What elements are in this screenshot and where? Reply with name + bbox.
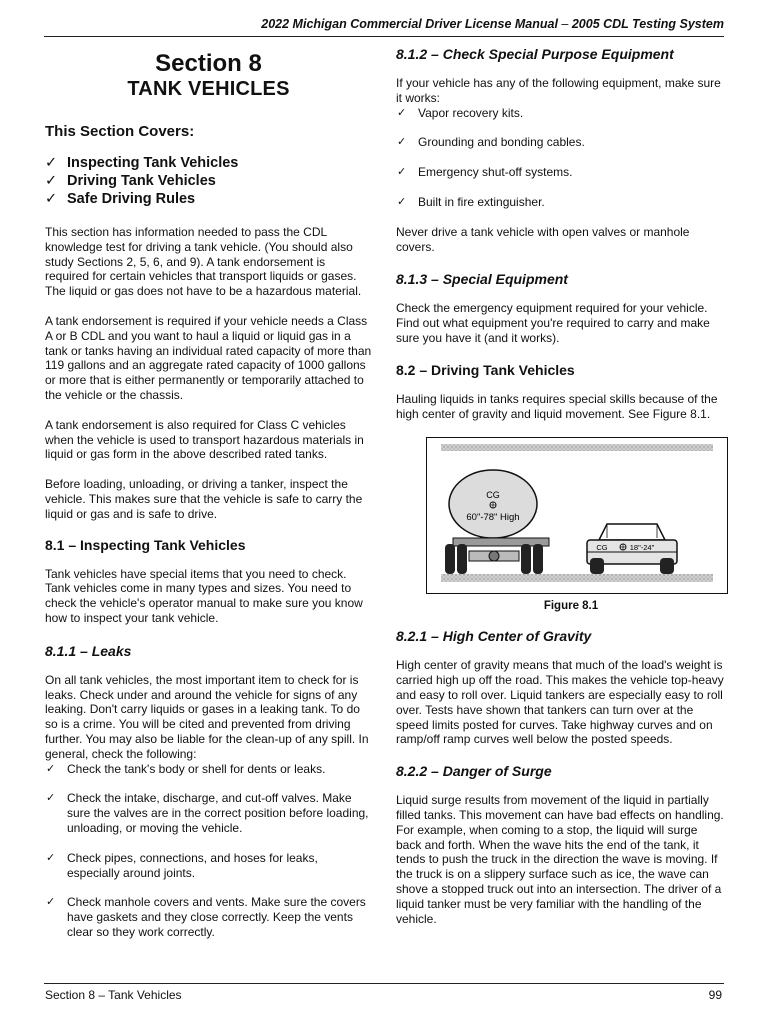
header-rule	[44, 36, 724, 37]
paragraph-8-1: Tank vehicles have special items that you need to check. Tank vehicles come in many types and sizes. You need to check the vehicle's operator manual to make sure you know how to inspect your tank vehicle.	[45, 566, 363, 625]
equipment-text: Vapor recovery kits.	[418, 105, 524, 120]
tanker-wheel	[457, 544, 467, 574]
intro-paragraph-1: This section has information needed to pass the CDL knowledge test for driving a tank vehicle. (You should also study Sections 2, 5, 6, and 9). A tank endorsement is required for certain vehicles that transport liquids or gases. The liquid or gas does not have to be a hazardous material.	[45, 225, 362, 299]
leak-check-list	[45, 762, 372, 940]
heading-8-1-3: 8.1.3 – Special Equipment	[396, 271, 568, 288]
equipment-text: Grounding and bonding cables.	[418, 135, 585, 150]
paragraph-8-2: Hauling liquids in tanks requires special skills because of the high center of gravity and liquid movement. See Figure 8.1.	[396, 391, 718, 421]
figure-8-1	[426, 437, 728, 594]
list-item	[396, 106, 726, 121]
left-column	[45, 44, 372, 940]
check-mark-icon: ✓	[46, 792, 56, 805]
tanker-wheel	[445, 544, 455, 574]
footer-section-label: Section 8 – Tank Vehicles	[45, 988, 182, 1002]
paragraph-8-1-3: Check the emergency equipment required for your vehicle. Find out what equipment you're required to carry and make sure you have it (and it works).	[396, 301, 710, 345]
covers-item-label: Driving Tank Vehicles	[67, 173, 216, 189]
header-title-part1: 2022 Michigan Commercial Driver License Manual	[261, 17, 558, 31]
intro-paragraph-2: A tank endorsement is required if your vehicle needs a Class A or B CDL and you want to haul a liquid or liquid gas in a tank or tanks having an individual rated capacity of more than 119 gallons and an aggregate rated capacity of 1000 gallons or more that is either permanently or temporarily attached to the vehicle or the chassis.	[45, 313, 372, 402]
heading-8-2-2: 8.2.2 – Danger of Surge	[396, 763, 552, 780]
leak-check-text: Check the intake, discharge, and cut-off valves. Make sure the valves are in the correct position before loading, unloading, or moving the vehicle.	[67, 791, 369, 835]
intro-paragraph-3: A tank endorsement is also required for Class C vehicles when the vehicle is used to transport hazardous materials in liquid or gas form in the above described rated tanks.	[45, 417, 364, 462]
list-item	[396, 195, 726, 210]
section-number: Section 8	[155, 50, 262, 77]
paragraph-8-2-2: Liquid surge results from movement of the liquid in partially filled tanks. This movement can have bad effects on handling. For example, when coming to a stop, the liquid will surge back and forth. When the wave hits the end of the tank, it tends to push the truck in the direction the wave is moving. If the truck is on a slippery surface such as ice, the wave can shove a stopped truck out into an intersection. The driver of a liquid tanker must be very familiar with the handling of the vehicle.	[396, 793, 724, 926]
covers-item-label: Safe Driving Rules	[67, 191, 196, 207]
tanker-wheel	[521, 544, 531, 574]
check-mark-icon: ✓	[46, 851, 56, 864]
equipment-text: Emergency shut-off systems.	[418, 165, 573, 180]
car-wheel	[660, 558, 674, 574]
leak-check-text: Check manhole covers and vents. Make sure the covers have gaskets and they close correctly. Keep the vents clear so they work correctly.	[67, 895, 366, 939]
paragraph-8-1-1: On all tank vehicles, the most important item to check for is leaks. Check under and around the vehicle for signs of any leaking. Don't carry liquids or gases in a leaking tank. To do so is a crime. You will be cited and prevented from driving further. You may also be liable for the clean-up of any spill. In general, check the following:	[45, 672, 369, 761]
equipment-list	[396, 106, 726, 210]
check-mark-icon: ✓	[397, 166, 407, 179]
section-title: TANK VEHICLES	[127, 78, 290, 100]
list-item	[45, 154, 372, 172]
tanker-vs-car-illustration	[427, 438, 727, 593]
list-item	[45, 762, 372, 777]
covers-list	[45, 154, 372, 208]
heading-8-2-1: 8.2.1 – High Center of Gravity	[396, 628, 592, 645]
list-item	[396, 135, 726, 150]
list-item	[45, 172, 372, 190]
list-item	[396, 165, 726, 180]
tanker-wheel	[533, 544, 543, 574]
page-header	[261, 17, 724, 31]
figure-caption: Figure 8.1	[543, 600, 599, 613]
axle-hub-icon	[489, 551, 499, 561]
tanker-height-label: 60"-78" High	[466, 512, 520, 524]
right-column	[396, 44, 726, 926]
list-item	[45, 851, 372, 881]
header-separator: –	[557, 17, 572, 31]
check-mark-icon: ✓	[45, 173, 58, 189]
equipment-text: Built in fire extinguisher.	[418, 194, 545, 209]
leak-check-text: Check the tank's body or shell for dents or leaks.	[67, 761, 326, 776]
page-number: 99	[708, 988, 722, 1002]
header-title-part2: 2005 CDL Testing System	[571, 17, 724, 31]
covers-heading: This Section Covers:	[45, 123, 195, 140]
list-item	[45, 190, 372, 208]
footer-rule	[44, 983, 724, 984]
check-mark-icon: ✓	[45, 155, 58, 171]
heading-8-1: 8.1 – Inspecting Tank Vehicles	[45, 536, 246, 553]
list-item	[45, 895, 372, 939]
covers-item-label: Inspecting Tank Vehicles	[67, 155, 239, 171]
check-mark-icon: ✓	[45, 191, 58, 207]
car-cabin	[599, 524, 665, 540]
car-wheel	[590, 558, 604, 574]
paragraph-8-2-1: High center of gravity means that much of the load's weight is carried high up off the road. This makes the vehicle top-heavy and easy to roll over. Liquid tankers are especially easy to roll over. Tests have shown that tankers can turn over at the speed limits posted for curves. Take highway curves and on ramp/off ramp curves well below the posted speeds.	[396, 658, 724, 747]
road-surface	[441, 574, 713, 582]
paragraph-never: Never drive a tank vehicle with open valves or manhole covers.	[396, 224, 690, 254]
car-height-label: 18"-24"	[629, 543, 655, 553]
heading-8-1-1: 8.1.1 – Leaks	[45, 642, 132, 659]
check-mark-icon: ✓	[397, 195, 407, 208]
check-mark-icon: ✓	[397, 106, 407, 119]
check-mark-icon: ✓	[397, 136, 407, 149]
heading-8-2: 8.2 – Driving Tank Vehicles	[396, 361, 575, 378]
car-cg-label: CG	[596, 543, 608, 553]
intro-paragraph-4: Before loading, unloading, or driving a tanker, inspect the vehicle. This makes sure that the vehicle is safe to carry the liquid or gas and is safe to drive.	[45, 477, 363, 521]
check-mark-icon: ✓	[46, 896, 56, 909]
top-road-band	[441, 444, 713, 451]
list-item	[45, 791, 372, 835]
heading-8-1-2: 8.1.2 – Check Special Purpose Equipment	[396, 46, 674, 62]
check-mark-icon: ✓	[46, 762, 56, 775]
tanker-cg-label: CG	[486, 490, 500, 501]
leak-check-text: Check pipes, connections, and hoses for leaks, especially around joints.	[67, 850, 318, 880]
paragraph-8-1-2: If your vehicle has any of the following equipment, make sure it works:	[396, 76, 721, 105]
